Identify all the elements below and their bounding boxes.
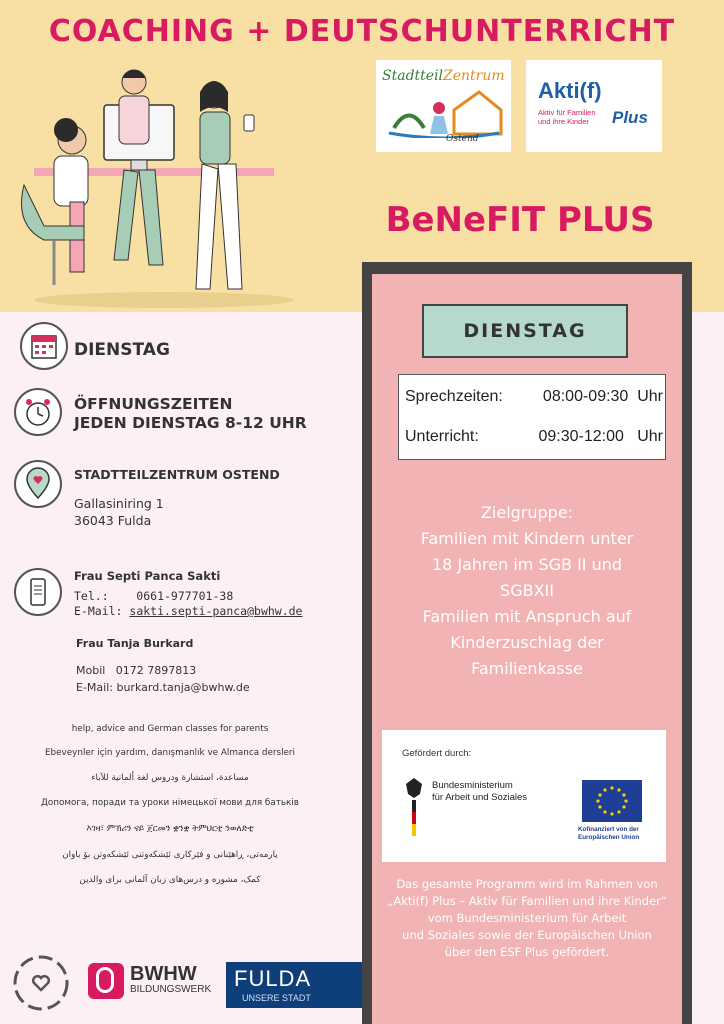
program-note-line: „Akti(f) Plus – Aktiv für Familien und ihre Kinder“ xyxy=(387,894,667,908)
times-label: Sprechzeiten: xyxy=(405,388,503,405)
benefit-title: BeNeFIT PLUS xyxy=(385,200,655,240)
federal-eagle-icon xyxy=(402,776,426,838)
contact2-name: Frau Tanja Burkard xyxy=(76,637,194,650)
times-table xyxy=(398,374,666,460)
eu-flag-icon xyxy=(582,780,642,822)
day-heading: DIENSTAG xyxy=(422,304,628,358)
opening-hours-detail: JEDEN DIENSTAG 8-12 UHR xyxy=(74,414,307,432)
eu-text-1: Kofinanziert von der xyxy=(578,826,639,833)
target-line: Kinderzuschlag der xyxy=(450,633,604,652)
language-line: እገዛ፣ ምኽሪን ናይ ጀርመን ቋንቋ ትምህርቲ ንወለድቲ xyxy=(86,824,254,834)
page-title: COACHING + DEUTSCHUNTERRICHT xyxy=(48,14,676,49)
schedule-panel xyxy=(362,262,692,1024)
language-line: یارمەتی، ڕاهێنانی و فێرکاری ئێشکەوتنی ئێشکەوتن بۆ باوان xyxy=(62,850,278,860)
contact1-email-link[interactable]: sakti.septi-panca@bwhw.de xyxy=(129,604,303,618)
eu-text-2: Europäischen Union xyxy=(578,834,640,841)
target-line: Familien mit Kindern unter xyxy=(420,529,634,548)
contact2-email: E-Mail: burkard.tanja@bwhw.de xyxy=(76,681,250,694)
language-line: Допомога, поради та уроки німецької мови для батьків xyxy=(41,798,299,808)
program-note-line: Das gesamte Programm wird im Rahmen von xyxy=(396,877,658,891)
program-note xyxy=(372,876,682,961)
schedule-panel-inner xyxy=(372,274,682,1024)
aktif-logo-sub1: Aktiv für Familien xyxy=(538,108,596,117)
program-note-line: über den ESF Plus gefördert. xyxy=(444,945,610,959)
phone-icon xyxy=(14,568,62,616)
language-line: Ebeveynler için yardım, danışmanlık ve Almanca dersleri xyxy=(44,748,295,758)
funding-heading: Gefördert durch: xyxy=(402,748,472,759)
stz-logo-text-2: Zentrum xyxy=(443,68,505,84)
opening-hours-title: ÖFFNUNGSZEITEN xyxy=(74,395,233,413)
address-line: Gallasiniring 1 xyxy=(74,496,164,511)
contact2-details xyxy=(76,662,250,696)
bwhw-logo-text xyxy=(130,964,211,995)
ministry-name-2: für Arbeit und Soziales xyxy=(432,792,528,803)
info-day: DIENSTAG xyxy=(74,340,170,360)
aktif-logo-plus: Plus xyxy=(612,108,648,127)
aktif-logo-sub2: und ihre Kinder xyxy=(538,117,589,126)
fulda-logo xyxy=(226,962,362,1008)
ministry-name-1: Bundesministerium xyxy=(432,780,513,791)
times-label: Unterricht: xyxy=(405,428,479,445)
stz-logo-sub: Ostend xyxy=(446,134,479,144)
times-row xyxy=(405,428,663,446)
address-line: 36043 Fulda xyxy=(74,513,152,528)
contact1-details xyxy=(74,589,302,619)
program-note-line: und Soziales sowie der Europäischen Union xyxy=(402,928,652,942)
target-line: Familienkasse xyxy=(471,659,583,678)
bwhw-logo-icon xyxy=(88,963,124,999)
times-value: 09:30-12:00 Uhr xyxy=(538,428,663,445)
contact1-tel: Tel.: 0661-977701-38 xyxy=(74,589,234,603)
location-title: STADTTEILZENTRUM OSTEND xyxy=(74,467,280,482)
contact1-email-label: E-Mail: xyxy=(74,604,130,618)
location-pin-icon xyxy=(14,460,62,508)
stadtteilzentrum-logo xyxy=(376,60,511,152)
hands-circle-icon xyxy=(6,948,76,1018)
language-line: مساعدة، استشارة ودروس لغة ألمانية للآباء xyxy=(91,773,249,783)
calendar-icon xyxy=(20,322,68,370)
opening-hours xyxy=(74,395,307,433)
target-line: Familien mit Anspruch auf xyxy=(422,607,632,626)
language-line: help, advice and German classes for parents xyxy=(71,724,269,734)
times-value: 08:00-09:30 Uhr xyxy=(542,388,663,405)
bwhw-sub: BILDUNGSWERK xyxy=(130,984,212,995)
contact1-name: Frau Septi Panca Sakti xyxy=(74,569,221,583)
alarm-clock-icon xyxy=(14,388,62,436)
times-row xyxy=(405,388,663,406)
target-line: SGBXII xyxy=(500,581,554,600)
target-line: 18 Jahren im SGB II und xyxy=(431,555,623,574)
fulda-name: FULDA xyxy=(234,966,312,991)
target-line: Zielgruppe: xyxy=(480,503,574,522)
bwhw-name: BWHW xyxy=(130,963,197,985)
people-illustration xyxy=(14,60,304,310)
aktif-logo-main: Akti(f) xyxy=(538,78,602,103)
funding-box xyxy=(382,730,666,862)
stz-logo-text-1: Stadtteil xyxy=(382,68,444,84)
address xyxy=(74,495,164,529)
target-group-text xyxy=(372,500,682,682)
language-line: کمک، مشوره و درس‌های زبان آلمانی برای والدین xyxy=(79,875,261,885)
program-note-line: vom Bundesministerium für Arbeit xyxy=(427,911,627,925)
aktif-plus-logo xyxy=(526,60,662,152)
stz-house-icon xyxy=(384,88,504,138)
contact2-mobil: Mobil 0172 7897813 xyxy=(76,664,197,677)
fulda-sub: UNSERE STADT xyxy=(242,993,311,1003)
